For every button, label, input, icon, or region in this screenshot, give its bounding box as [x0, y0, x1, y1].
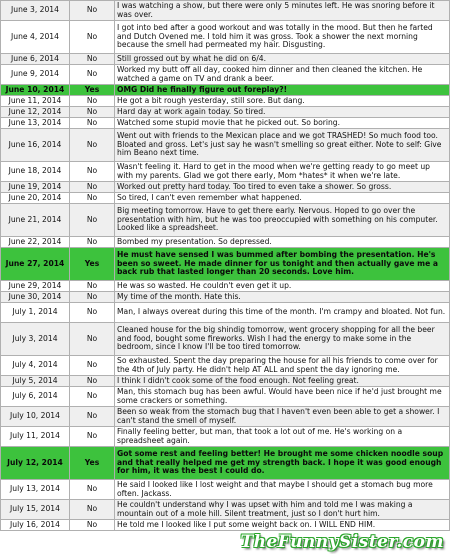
row-date: July 10, 2014 [1, 407, 70, 427]
row-note: He told me I looked like I put some weight back on. I WILL END HIM. [115, 520, 450, 531]
log-row-highlight [1, 85, 450, 96]
log-row [1, 193, 450, 204]
log-row [1, 237, 450, 248]
log-row [1, 118, 450, 129]
row-note: Been so weak from the stomach bug that I haven't even been able to get a shower. I can't stand the smell of myself. [115, 407, 450, 427]
row-answer: Yes [70, 248, 115, 281]
row-note: Worked out pretty hard today. Too tired to even take a shower. So gross. [115, 182, 450, 193]
row-answer: No [70, 303, 115, 323]
row-answer: Yes [70, 85, 115, 96]
log-row [1, 54, 450, 65]
watermark-logo: TheFunnySister.com [240, 532, 444, 552]
row-note: So tired, I can't even remember what happened. [115, 193, 450, 204]
row-date: July 3, 2014 [1, 323, 70, 356]
row-note: OMG Did he finally figure out foreplay?! [115, 85, 450, 96]
row-note: Finally feeling better, but man, that took a lot out of me. He's working on a spreadsheet again. [115, 427, 450, 447]
row-date: June 12, 2014 [1, 107, 70, 118]
row-answer: Yes [70, 447, 115, 480]
row-note: Man, I always overeat during this time of the month. I'm crampy and bloated. Not fun. [115, 303, 450, 323]
row-note: Still grossed out by what he did on 6/4. [115, 54, 450, 65]
log-row [1, 107, 450, 118]
log-row [1, 21, 450, 54]
log-row [1, 407, 450, 427]
row-date: June 27, 2014 [1, 248, 70, 281]
row-answer: No [70, 96, 115, 107]
row-date: June 22, 2014 [1, 237, 70, 248]
row-answer: No [70, 118, 115, 129]
row-date: June 13, 2014 [1, 118, 70, 129]
row-answer: No [70, 204, 115, 237]
row-date: June 19, 2014 [1, 182, 70, 193]
row-date: June 4, 2014 [1, 21, 70, 54]
row-date: June 11, 2014 [1, 96, 70, 107]
log-row [1, 162, 450, 182]
row-date: July 13, 2014 [1, 480, 70, 500]
row-answer: No [70, 520, 115, 531]
row-answer: No [70, 107, 115, 118]
row-note: I was watching a show, but there were only 5 minutes left. He was snoring before it was over. [115, 1, 450, 21]
row-date: July 6, 2014 [1, 387, 70, 407]
log-row [1, 323, 450, 356]
row-date: July 16, 2014 [1, 520, 70, 531]
log-row [1, 356, 450, 376]
row-date: July 12, 2014 [1, 447, 70, 480]
row-answer: No [70, 162, 115, 182]
row-answer: No [70, 21, 115, 54]
log-row-highlight [1, 248, 450, 281]
log-row [1, 1, 450, 21]
row-answer: No [70, 323, 115, 356]
row-note: He got a bit rough yesterday, still sore. But dang. [115, 96, 450, 107]
row-answer: No [70, 427, 115, 447]
log-row [1, 182, 450, 193]
row-date: July 4, 2014 [1, 356, 70, 376]
row-note: He couldn't understand why I was upset with him and told me I was making a mountain out of a mole hill. Silent treatment, just so I don't hurt him. [115, 500, 450, 520]
row-answer: No [70, 500, 115, 520]
log-row [1, 204, 450, 237]
log-table-body [1, 1, 450, 531]
log-row [1, 500, 450, 520]
row-date: June 10, 2014 [1, 85, 70, 96]
row-date: June 16, 2014 [1, 129, 70, 162]
row-date: June 29, 2014 [1, 281, 70, 292]
log-row [1, 129, 450, 162]
row-note: Bombed my presentation. So depressed. [115, 237, 450, 248]
row-note: Got some rest and feeling better! He brought me some chicken noodle soup and that really helped me get my strength back. I hope it was good enough for him, it was the best I could do. [115, 447, 450, 480]
row-note: Hard day at work again today. So tired. [115, 107, 450, 118]
row-note: Man, this stomach bug has been awful. Would have been nice if he'd just brought me some crackers or something. [115, 387, 450, 407]
row-note: Worked my butt off all day, cooked him dinner and then cleaned the kitchen. He watched a game on TV and drank a beer. [115, 65, 450, 85]
row-date: July 1, 2014 [1, 303, 70, 323]
log-row [1, 303, 450, 323]
row-date: July 11, 2014 [1, 427, 70, 447]
row-answer: No [70, 281, 115, 292]
log-row [1, 376, 450, 387]
log-row [1, 96, 450, 107]
log-row [1, 65, 450, 85]
row-date: June 18, 2014 [1, 162, 70, 182]
row-date: July 5, 2014 [1, 376, 70, 387]
row-date: June 20, 2014 [1, 193, 70, 204]
row-answer: No [70, 65, 115, 85]
row-date: June 6, 2014 [1, 54, 70, 65]
row-answer: No [70, 1, 115, 21]
log-row [1, 520, 450, 531]
row-note: My time of the month. Hate this. [115, 292, 450, 303]
row-date: June 3, 2014 [1, 1, 70, 21]
row-note: I think I didn't cook some of the food enough. Not feeling great. [115, 376, 450, 387]
row-answer: No [70, 376, 115, 387]
row-note: I got into bed after a good workout and was totally in the mood. But then he farted and Dutch Ovened me. I told him it was gross. Took a shower the next morning because the smell had permeated my hair. Disgusting. [115, 21, 450, 54]
row-note: He was so wasted. He couldn't even get it up. [115, 281, 450, 292]
row-note: Wasn't feeling it. Hard to get in the mood when we're getting ready to go meet up with my parents. Glad we got there early, Mom *hates* it when we're late. [115, 162, 450, 182]
log-row [1, 387, 450, 407]
log-row-highlight [1, 447, 450, 480]
log-row [1, 427, 450, 447]
row-answer: No [70, 387, 115, 407]
row-answer: No [70, 129, 115, 162]
row-note: Watched some stupid movie that he picked out. So boring. [115, 118, 450, 129]
row-answer: No [70, 237, 115, 248]
row-answer: No [70, 480, 115, 500]
row-answer: No [70, 54, 115, 65]
log-row [1, 281, 450, 292]
log-row [1, 292, 450, 303]
row-note: So exhausted. Spent the day preparing the house for all his friends to come over for the 4th of July party. He didn't help AT ALL and spent the day ignoring me. [115, 356, 450, 376]
row-date: June 9, 2014 [1, 65, 70, 85]
row-date: July 15, 2014 [1, 500, 70, 520]
row-answer: No [70, 407, 115, 427]
row-note: He must have sensed I was bummed after bombing the presentation. He's been so sweet. He made dinner for us tonight and then actually gave me a back rub that lasted longer than 20 seconds. Love him. [115, 248, 450, 281]
row-note: Big meeting tomorrow. Have to get there early. Nervous. Hoped to go over the presentation with him, but he was too preoccupied with something on his computer. Looked like a spreadsheet. [115, 204, 450, 237]
row-answer: No [70, 356, 115, 376]
row-date: June 21, 2014 [1, 204, 70, 237]
row-answer: No [70, 292, 115, 303]
log-row [1, 480, 450, 500]
row-answer: No [70, 193, 115, 204]
row-date: June 30, 2014 [1, 292, 70, 303]
row-note: Cleaned house for the big shindig tomorrow, went grocery shopping for all the beer and food, bought some fireworks. Wish I had the energy to make some in the bedroom, since I know I'll be too tired tomorrow. [115, 323, 450, 356]
row-answer: No [70, 182, 115, 193]
row-note: Went out with friends to the Mexican place and we got TRASHED! So much food too. Bloated and gross. Let's just say he wasn't smelling so great either. Note to self: Give him Beano next time. [115, 129, 450, 162]
row-note: He said I looked like I lost weight and that maybe I should get a stomach bug more often. Jackass. [115, 480, 450, 500]
